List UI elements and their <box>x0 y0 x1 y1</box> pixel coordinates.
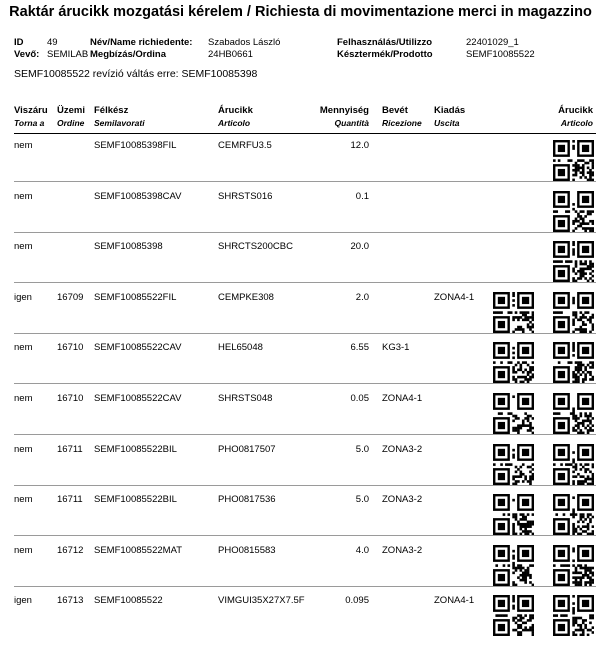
quantity: 0.05 <box>350 393 369 404</box>
table-row <box>0 236 601 287</box>
receipt-location: KG3-1 <box>382 342 410 354</box>
semi-finished-code: SEMF10085398CAV <box>94 190 182 202</box>
row-divider <box>14 485 596 486</box>
quantity: 0.095 <box>345 595 369 607</box>
semi-finished-code: SEMF10085522CAV <box>94 393 182 404</box>
order-value: 24HB0661 <box>208 49 253 60</box>
quantity: 12.0 <box>350 140 369 151</box>
document-title: Raktár árucikk mozgatási kérelem / Richiesta di movimentazione merci in magazzino <box>9 4 592 20</box>
location-qr-code <box>493 393 534 434</box>
item-qr-code <box>553 342 594 383</box>
return-flag: nem <box>14 140 33 151</box>
item-qr-code <box>553 545 594 586</box>
usage-label: Felhasználás/Utilizzo <box>337 37 433 48</box>
header-issue: Kiadás Uscita <box>434 105 466 128</box>
quantity: 4.0 <box>355 544 369 556</box>
revision-note: SEMF10085522 revízió váltás erre: SEMF10085398 <box>14 68 258 80</box>
quantity: 5.0 <box>355 494 369 506</box>
item-code: PHO0815583 <box>218 544 276 556</box>
plant-order: 16710 <box>57 342 84 354</box>
row-divider <box>14 434 596 435</box>
semi-finished-code: SEMF10085398FIL <box>94 140 177 151</box>
item-qr-code <box>553 140 594 181</box>
location-qr-code <box>493 444 534 485</box>
id-value: 49 <box>47 37 58 48</box>
semi-finished-code: SEMF10085398 <box>94 241 163 253</box>
header-item: Árucikk Articolo <box>218 105 253 128</box>
order-label: Megbízás/Ordina <box>90 49 167 60</box>
plant-order: 16712 <box>57 544 84 556</box>
item-code: PHO0817536 <box>218 494 276 506</box>
quantity: 5.0 <box>355 443 369 455</box>
table-row <box>0 135 601 186</box>
item-code: CEMRFU3.5 <box>218 140 272 151</box>
item-code: CEMPKE308 <box>218 291 274 303</box>
semi-finished-code: SEMF10085522CAV <box>94 342 182 354</box>
item-qr-code <box>553 595 594 636</box>
item-code: PHO0817507 <box>218 443 276 455</box>
table-row <box>0 287 601 338</box>
quantity: 2.0 <box>355 291 369 303</box>
semi-finished-code: SEMF10085522MAT <box>94 544 183 556</box>
return-flag: nem <box>14 342 33 354</box>
item-qr-code <box>553 292 594 333</box>
customer-label: Vevő: <box>14 49 40 60</box>
table-row <box>0 388 601 439</box>
location-qr-code <box>493 494 534 535</box>
header-quantity: Mennyiség Quantità <box>319 105 369 128</box>
return-flag: nem <box>14 494 33 506</box>
semi-finished-code: SEMF10085522FIL <box>94 291 177 303</box>
row-divider <box>14 535 596 536</box>
requester-label: Név/Name richiedente: <box>90 37 193 48</box>
header-receipt: Bevét Ricezione <box>382 105 422 128</box>
item-code: SHRSTS048 <box>218 393 273 404</box>
header-item-qr: Árucikk Articolo <box>558 105 593 128</box>
table-row <box>0 590 601 641</box>
issue-location: ZONA4-1 <box>434 291 475 303</box>
header-plant-order: Üzemi Ordine <box>57 105 85 128</box>
receipt-location: ZONA3-2 <box>382 544 423 556</box>
row-divider <box>14 181 596 182</box>
semi-finished-code: SEMF10085522BIL <box>94 494 177 506</box>
item-code: VIMGUI35X27X7.5F <box>218 595 305 607</box>
receipt-location: ZONA4-1 <box>382 393 423 404</box>
return-flag: nem <box>14 544 33 556</box>
location-qr-code <box>493 342 534 383</box>
return-flag: nem <box>14 443 33 455</box>
plant-order: 16710 <box>57 393 84 404</box>
row-divider <box>14 383 596 384</box>
item-code: SHRSTS016 <box>218 190 273 202</box>
customer-value: SEMILAB <box>47 49 89 60</box>
semi-finished-code: SEMF10085522BIL <box>94 443 177 455</box>
return-flag: igen <box>14 595 32 607</box>
product-label: Késztermék/Prodotto <box>337 49 433 60</box>
item-code: SHRCTS200CBC <box>218 241 293 253</box>
table-row <box>0 337 601 388</box>
id-label: ID <box>14 37 24 48</box>
header-rule <box>14 133 596 134</box>
return-flag: nem <box>14 393 33 404</box>
table-row <box>0 186 601 237</box>
receipt-location: ZONA3-2 <box>382 443 423 455</box>
quantity: 6.55 <box>350 342 369 354</box>
table-row <box>0 540 601 591</box>
item-code: HEL65048 <box>218 342 263 354</box>
product-value: SEMF10085522 <box>466 49 535 60</box>
item-qr-code <box>553 191 594 232</box>
receipt-location: ZONA3-2 <box>382 494 423 506</box>
table-row <box>0 439 601 490</box>
semi-finished-code: SEMF10085522 <box>94 595 163 607</box>
usage-value: 22401029_1 <box>466 37 519 48</box>
item-qr-code <box>553 241 594 282</box>
quantity: 0.1 <box>355 190 369 202</box>
plant-order: 16711 <box>57 494 83 506</box>
return-flag: igen <box>14 291 32 303</box>
issue-location: ZONA4-1 <box>434 595 475 607</box>
row-divider <box>14 333 596 334</box>
header-semi-finished: Félkész Semilavorati <box>94 105 145 128</box>
location-qr-code <box>493 292 534 333</box>
table-row <box>0 489 601 540</box>
row-divider <box>14 586 596 587</box>
plant-order: 16709 <box>57 291 84 303</box>
quantity: 20.0 <box>350 241 369 253</box>
return-flag: nem <box>14 190 33 202</box>
item-qr-code <box>553 494 594 535</box>
row-divider <box>14 232 596 233</box>
item-qr-code <box>553 444 594 485</box>
item-qr-code <box>553 393 594 434</box>
location-qr-code <box>493 595 534 636</box>
requester-value: Szabados László <box>208 37 281 48</box>
return-flag: nem <box>14 241 33 253</box>
location-qr-code <box>493 545 534 586</box>
plant-order: 16713 <box>57 595 84 607</box>
plant-order: 16711 <box>57 443 83 455</box>
row-divider <box>14 282 596 283</box>
header-return: Viszáru Torna a <box>14 105 48 128</box>
